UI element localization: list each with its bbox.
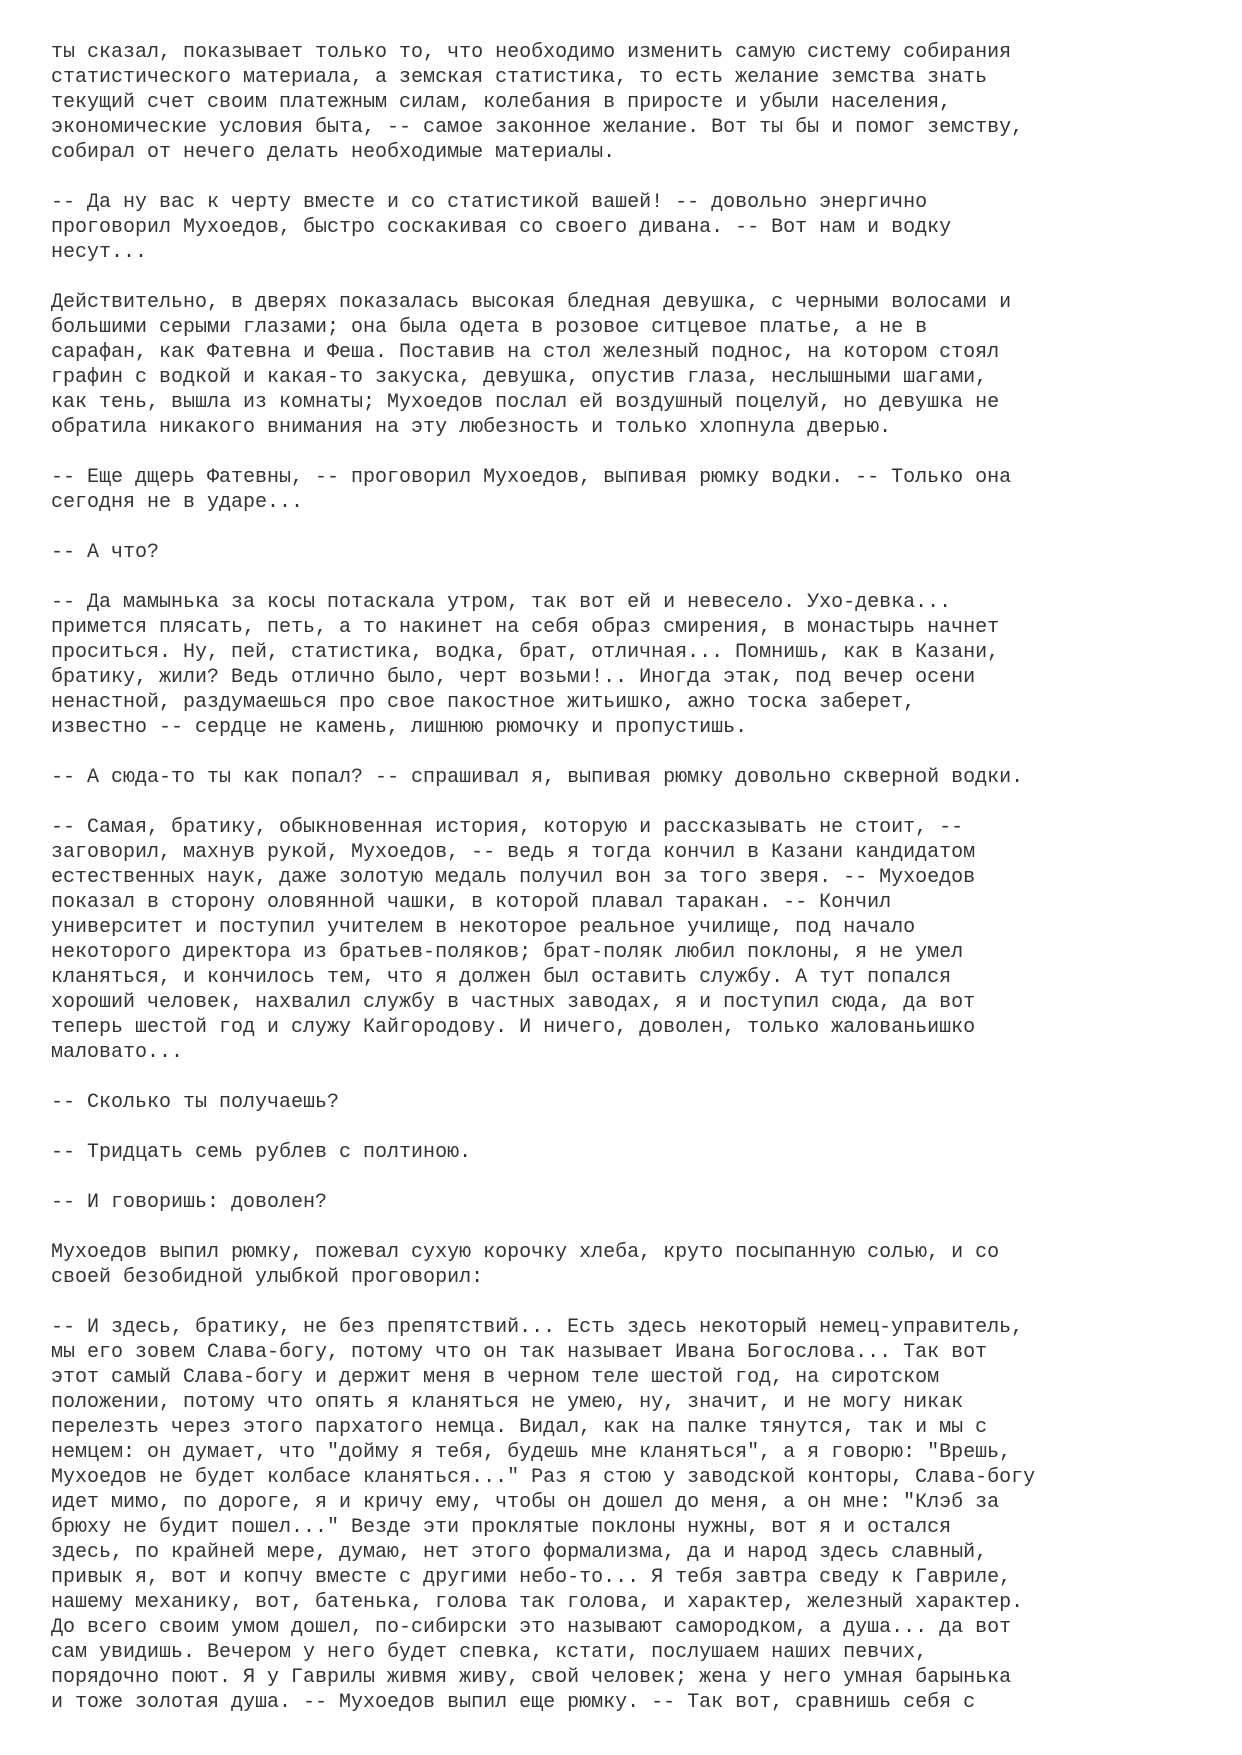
- paragraph: -- И здесь, братику, не без препятствий... Есть здесь некоторый немец-управитель, мы его зовем Слава-богу, потому что он так называет Ивана Богослова... Так вот этот самый Слава-богу и держит меня в черном теле шестой год, на сиротском положении, потому что опять я кланяться не умею, ну, значит, и не могу никак перелезть через этого пархатого немца. Видал, как на палке тянутся, так и мы с немцем: он думает, что "дойму я тебя, будешь мне кланяться", а я говорю: "Врешь, Мухоедов не будет колбасе кланяться..." Раз я стою у заводской конторы, Слава-богу идет мимо, по дороге, я и кричу ему, чтобы он дошел до меня, а он мне: "Клэб за брюху не будит пошел..." Везде эти проклятые поклоны нужны, вот я и остался здесь, по крайней мере, думаю, нет этого формализма, да и народ здесь славный, привык я, вот и копчу вместе с другими небо-то... Я тебя завтра сведу к Гавриле, нашему механику, вот, батенька, голова так голова, и характер, железный характер. До всего своим умом дошел, по-сибирски это называют самородком, а душа... да вот сам увидишь. Вечером у него будет спевка, кстати, послушаем наших певчих, порядочно поют. Я у Гаврилы живмя живу, свой человек; жена у него умная барынька и тоже золотая душа. -- Мухоедов выпил еще рюмку. -- Так вот, сравнишь себя с: [51, 1316, 1036, 1714]
- paragraph: Мухоедов выпил рюмку, пожевал сухую корочку хлеба, круто посыпанную солью, и со своей безобидной улыбкой проговорил:: [51, 1241, 1000, 1289]
- paragraph: -- Самая, братику, обыкновенная история, которую и рассказывать не стоит, -- заговорил, махнув рукой, Мухоедов, -- ведь я тогда кончил в Казани кандидатом естественных наук, даже золотую медаль получил вон за того зверя. -- Мухоедов показал в сторону оловянной чашки, в которой плавал таракан. -- Кончил университет и поступил учителем в некоторое реальное училище, под начало некоторого директора из братьев-поляков; брат-поляк любил поклоны, я не умел кланяться, и кончилось тем, что я должен был оставить службу. А тут попался хороший человек, нахвалил службу в частных заводах, я и поступил сюда, да вот теперь шестой год и служу Кайгородову. И ничего, доволен, только жалованьишко маловато...: [51, 816, 976, 1064]
- paragraph: -- А что?: [51, 541, 160, 564]
- paragraph: -- Да ну вас к черту вместе и со статистикой вашей! -- довольно энергично проговорил Мухоедов, быстро соскакивая со своего дивана. -- Вот нам и водку несут...: [51, 191, 952, 264]
- paragraph: ты сказал, показывает только то, что необходимо изменить самую систему собирания статистического материала, а земская статистика, то есть желание земства знать текущий счет своим платежным силам, колебания в приросте и убыли населения, экономические условия быта, -- самое законное желание. Вот ты бы и помог земству, собирал от нечего делать необходимые материалы.: [51, 41, 1024, 164]
- paragraph: -- Да мамынька за косы потаскала утром, так вот ей и невесело. Ухо-девка... примется плясать, петь, а то накинет на себя образ смирения, в монастырь начнет проситься. Ну, пей, статистика, водка, брат, отличная... Помнишь, как в Казани, братику, жили? Ведь отлично было, черт возьми!.. Иногда этак, под вечер осени ненастной, раздумаешься про свое пакостное житьишко, ажно тоска заберет, известно -- сердце не камень, лишнюю рюмочку и пропустишь.: [51, 591, 1000, 739]
- paragraph: -- Тридцать семь рублев с полтиною.: [51, 1141, 472, 1164]
- paragraph: Действительно, в дверях показалась высокая бледная девушка, с черными волосами и большими серыми глазами; она была одета в розовое ситцевое платье, а не в сарафан, как Фатевна и Феша. Поставив на стол железный поднос, на котором стоял графин с водкой и какая-то закуска, девушка, опустив глаза, неслышными шагами, как тень, вышла из комнаты; Мухоедов послал ей воздушный поцелуй, но девушка не обратила никакого внимания на эту любезность и только хлопнула дверью.: [51, 291, 1012, 439]
- paragraph: -- Сколько ты получаешь?: [51, 1091, 340, 1114]
- document-page: [51, 40, 1221, 1740]
- paragraph: -- Еще дщерь Фатевны, -- проговорил Мухоедов, выпивая рюмку водки. -- Только она сегодня не в ударе...: [51, 466, 1012, 514]
- paragraph: -- И говоришь: доволен?: [51, 1191, 328, 1214]
- paragraph: -- А сюда-то ты как попал? -- спрашивал я, выпивая рюмку довольно скверной водки.: [51, 766, 1024, 789]
